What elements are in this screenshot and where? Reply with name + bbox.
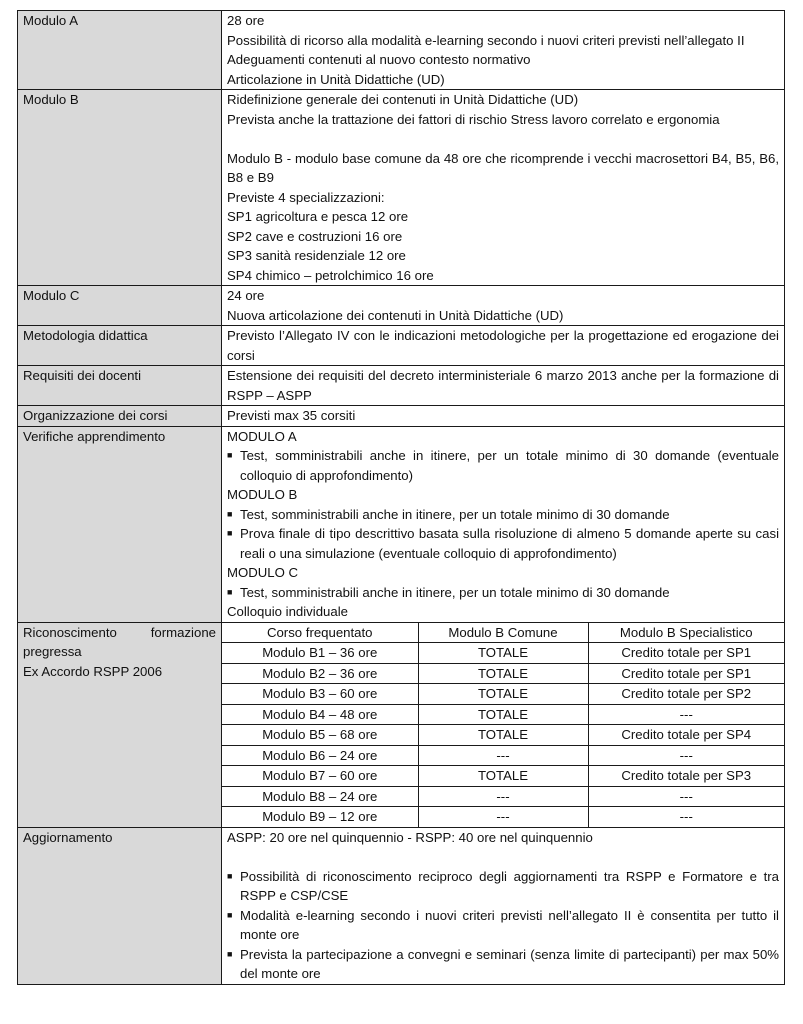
content-verifiche [222, 426, 785, 622]
bullet-item [227, 906, 779, 945]
label-text: Riconoscimento formazione pregressa [23, 624, 216, 659]
content-modulo-b [222, 90, 785, 286]
blank-line [227, 847, 779, 867]
table-row [222, 704, 784, 725]
label-text: Aggiornamento [23, 829, 113, 845]
row-modulo-c [18, 286, 785, 326]
label-text: Requisiti dei docenti [23, 368, 142, 383]
label-text: Verifiche apprendimento [23, 428, 166, 444]
table-cell: Modulo B4 – 48 ore [222, 704, 418, 725]
table-cell: Modulo B6 – 24 ore [222, 745, 418, 766]
table-cell: Credito totale per SP1 [588, 643, 784, 664]
bullet-text: Test, somministrabili anche in itinere, per un totale minimo di 30 domande [240, 506, 670, 522]
content-organizzazione [222, 406, 785, 427]
table-cell: Modulo B7 – 60 ore [222, 766, 418, 787]
square-bullet-icon: ■ [227, 528, 233, 538]
table-row [222, 725, 784, 746]
content-line: Possibilità di ricorso alla modalità e-learning secondo i nuovi criteri previsti nell’allegato II [227, 32, 745, 48]
table-cell: TOTALE [418, 704, 588, 725]
content-modulo-c [222, 286, 785, 326]
bullet-item [227, 505, 779, 525]
table-cell: --- [418, 745, 588, 766]
table-cell: Credito totale per SP2 [588, 684, 784, 705]
row-requisiti [18, 366, 785, 406]
content-line: Previste 4 specializzazioni: [227, 189, 385, 205]
blank-line [227, 129, 779, 149]
content-line: SP4 chimico – petrolchimico 16 ore [227, 267, 434, 283]
table-cell: Modulo B8 – 24 ore [222, 786, 418, 807]
bullet-item [227, 446, 779, 485]
content-line: SP1 agricoltura e pesca 12 ore [227, 209, 409, 224]
table-cell: Modulo B5 – 68 ore [222, 725, 418, 746]
content-line: Previsto l’Allegato IV con le indicazioni metodologiche per la progettazione ed erogazione dei corsi [227, 328, 779, 363]
table-cell: TOTALE [418, 643, 588, 664]
table-cell: Modulo B2 – 36 ore [222, 663, 418, 684]
table-row [222, 643, 784, 664]
bullet-text: Test, somministrabili anche in itinere, per un totale minimo di 30 domande (eventuale colloquio di approfondimento) [240, 448, 779, 483]
table-cell: Modulo B3 – 60 ore [222, 684, 418, 705]
label-organizzazione [18, 406, 222, 427]
label-requisiti [18, 366, 222, 406]
label-text: Modulo C [23, 288, 80, 303]
bullet-item [227, 583, 779, 603]
table-row [222, 684, 784, 705]
row-modulo-b [18, 90, 785, 286]
content-metodologia [222, 326, 785, 366]
table-cell: Modulo B1 – 36 ore [222, 643, 418, 664]
square-bullet-icon: ■ [227, 508, 233, 519]
table-row [222, 766, 784, 787]
section-heading: MODULO A [227, 428, 297, 444]
table-cell: TOTALE [418, 684, 588, 705]
table-cell: Credito totale per SP3 [588, 766, 784, 787]
section-heading: MODULO B [227, 487, 298, 502]
square-bullet-icon: ■ [227, 586, 233, 597]
label-modulo-c [18, 286, 222, 326]
table-cell: --- [588, 704, 784, 725]
content-requisiti [222, 366, 785, 406]
credits-table [222, 623, 784, 827]
bullet-text: Prova finale di tipo descrittivo basata sulla risoluzione di almeno 5 domande aperte su casi reali o una simulazione (eventuale colloquio di approfondimento) [240, 526, 779, 561]
content-line: Nuova articolazione dei contenuti in Unità Didattiche (UD) [227, 307, 564, 323]
content-line: Previsti max 35 corsiti [227, 408, 356, 423]
content-line: Ridefinizione generale dei contenuti in Unità Didattiche (UD) [227, 92, 579, 107]
row-riconoscimento [18, 622, 785, 827]
table-cell: --- [418, 786, 588, 807]
table-cell: TOTALE [418, 766, 588, 787]
column-header: Modulo B Comune [418, 623, 588, 643]
table-row [222, 807, 784, 827]
bullet-text: Test, somministrabili anche in itinere, per un totale minimo di 30 domande [240, 584, 670, 600]
credits-header-row [222, 623, 784, 643]
row-verifiche [18, 426, 785, 622]
document-sheet [17, 10, 785, 985]
content-line: 24 ore [227, 288, 265, 303]
bullet-text: Modalità e-learning secondo i nuovi criteri previsti nell’allegato II è consentita per tutto il monte ore [240, 907, 779, 942]
table-cell: --- [588, 786, 784, 807]
row-organizzazione [18, 406, 785, 427]
summary-table [17, 10, 785, 985]
label-text: Modulo A [23, 13, 78, 28]
column-header: Corso frequentato [222, 623, 418, 643]
row-aggiornamento [18, 827, 785, 984]
square-bullet-icon: ■ [227, 909, 233, 920]
content-line: SP3 sanità residenziale 12 ore [227, 248, 406, 263]
row-metodologia [18, 326, 785, 366]
table-cell: TOTALE [418, 725, 588, 746]
label-metodologia [18, 326, 222, 366]
label-modulo-b [18, 90, 222, 286]
table-cell: TOTALE [418, 663, 588, 684]
table-cell: --- [588, 745, 784, 766]
bullet-item [227, 524, 779, 563]
content-modulo-a [222, 11, 785, 90]
label-riconoscimento [18, 622, 222, 827]
bullet-text: Possibilità di riconoscimento reciproco degli aggiornamenti tra RSPP e Formatore e tra RSPP e CSP/CSE [240, 868, 779, 903]
table-cell: Credito totale per SP1 [588, 663, 784, 684]
label-aggiornamento [18, 827, 222, 984]
square-bullet-icon: ■ [227, 948, 233, 959]
content-aggiornamento [222, 827, 785, 984]
label-subtext: Ex Accordo RSPP 2006 [23, 663, 163, 679]
label-text: Metodologia didattica [23, 328, 148, 343]
table-row [222, 745, 784, 766]
square-bullet-icon: ■ [227, 450, 233, 460]
table-cell: --- [588, 807, 784, 827]
bullet-text: Prevista la partecipazione a convegni e seminari (senza limite di partecipanti) per max 50% del monte ore [240, 946, 779, 981]
content-line: Articolazione in Unità Didattiche (UD) [227, 71, 445, 87]
section-heading: MODULO C [227, 565, 299, 580]
content-line: Modulo B - modulo base comune da 48 ore che ricomprende i vecchi macrosettori B4, B5, B6, B8 e B9 [227, 150, 779, 185]
content-line: Prevista anche la trattazione dei fattori di rischio Stress lavoro correlato e ergonomia [227, 111, 720, 127]
column-header: Modulo B Specialistico [588, 623, 784, 643]
label-text: Organizzazione dei corsi [23, 408, 168, 423]
bullet-item [227, 867, 779, 906]
table-cell: Credito totale per SP4 [588, 725, 784, 746]
content-riconoscimento [222, 622, 785, 827]
content-line: Adeguamenti contenuti al nuovo contesto normativo [227, 52, 531, 67]
row-modulo-a [18, 11, 785, 90]
table-cell: Modulo B9 – 12 ore [222, 807, 418, 827]
label-modulo-a [18, 11, 222, 90]
content-line: ASPP: 20 ore nel quinquennio - RSPP: 40 ore nel quinquennio [227, 829, 593, 845]
square-bullet-icon: ■ [227, 870, 233, 881]
content-line: 28 ore [227, 13, 265, 28]
label-verifiche [18, 426, 222, 622]
closing-line: Colloquio individuale [227, 604, 348, 619]
label-text: Modulo B [23, 92, 79, 107]
bullet-item [227, 945, 779, 984]
table-row [222, 663, 784, 684]
table-cell: --- [418, 807, 588, 827]
table-row [222, 786, 784, 807]
content-line: SP2 cave e costruzioni 16 ore [227, 228, 403, 244]
content-line: Estensione dei requisiti del decreto interministeriale 6 marzo 2013 anche per la formazione di RSPP – ASPP [227, 368, 779, 403]
